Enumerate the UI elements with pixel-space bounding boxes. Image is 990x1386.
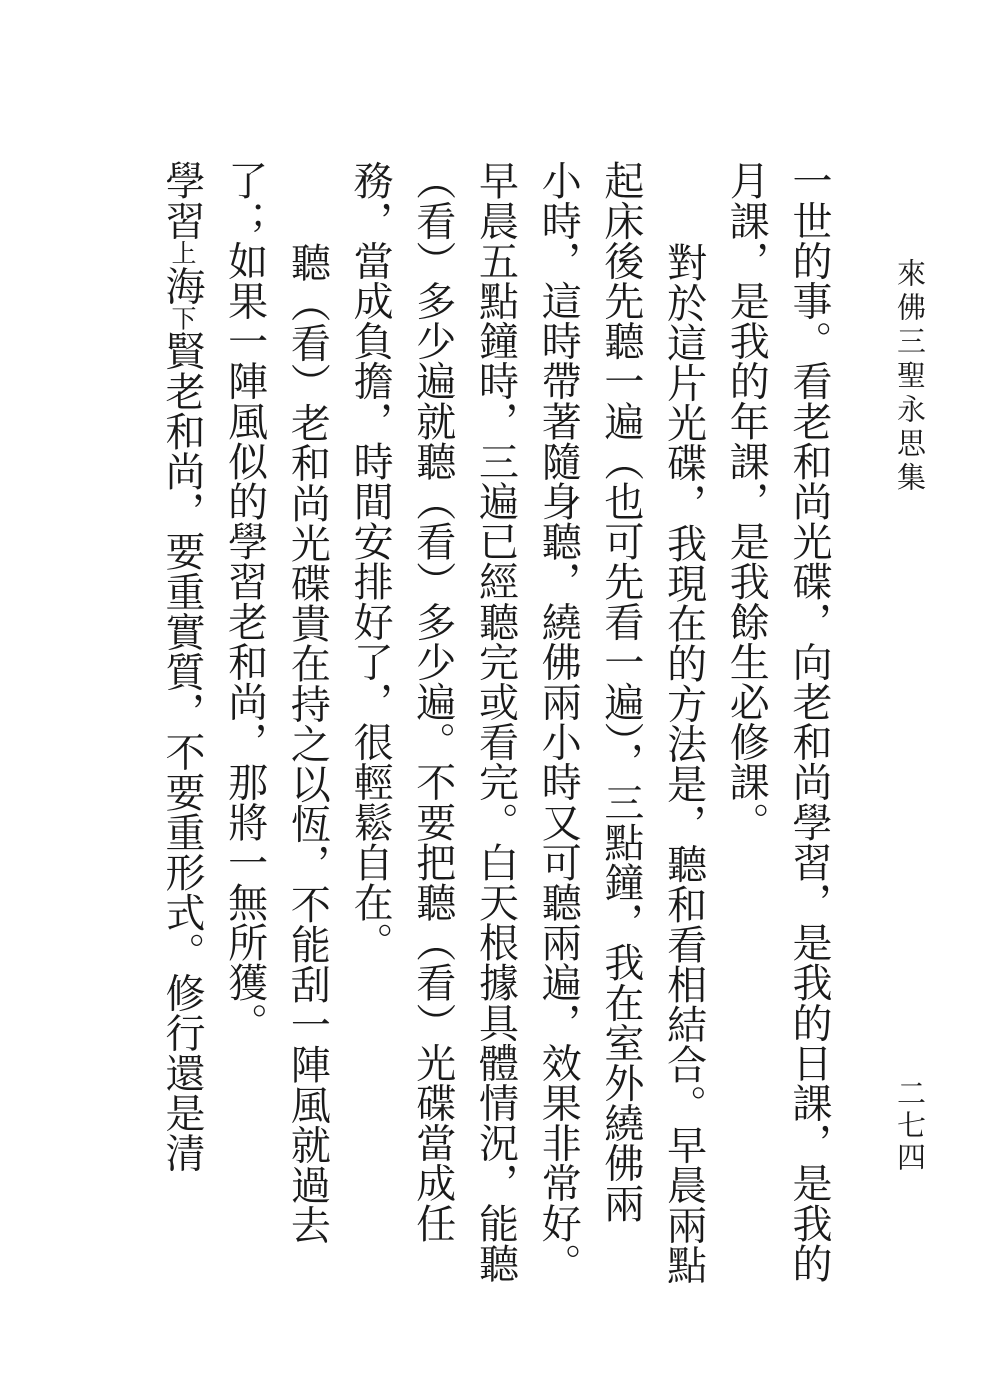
text-column-11-part-3: 賢老和尚，要重實質，不要重形式。修行還是清 <box>158 330 205 1173</box>
text-column-5: 小時，這時帶著隨身聽，繞佛兩小時又可聽兩遍，效果非常好。 <box>535 160 582 1283</box>
text-column-8: 務，當成負擔，時間安排好了，很輕鬆自在。 <box>347 160 394 962</box>
running-header-title: 來佛三聖永思集 <box>893 258 927 496</box>
text-column-3: 對於這片光碟，我現在的方法是，聽和看相結合。早晨兩點 <box>660 242 707 1285</box>
text-column-7: （看）多少遍就聽（看）多少遍。不要把聽（看）光碟當成任 <box>409 160 456 1243</box>
text-column-6: 早晨五點鐘時，三遍已經聽完或看完。白天根據具體情況，能聽 <box>472 160 519 1283</box>
text-column-1: 一世的事。看老和尚光碟，向老和尚學習，是我的日課，是我的 <box>786 160 832 1283</box>
text-column-11 <box>150 160 213 1300</box>
page-number: 二七四 <box>893 1078 927 1174</box>
text-column-10: 了；如果一陣風似的學習老和尚，那將一無所獲。 <box>221 160 268 1043</box>
text-column-4: 起床後先聽一遍（也可先看一遍），三點鐘，我在室外繞佛兩 <box>597 160 644 1223</box>
vertical-body-text <box>150 160 840 1300</box>
honorific-mark-upper: 上 <box>167 240 197 266</box>
text-column-9: 聽（看）老和尚光碟貴在持之以恆，不能刮一陣風就過去 <box>284 242 331 1245</box>
text-column-2: 月課，是我的年課，是我餘生必修課。 <box>723 160 770 842</box>
text-column-11-part-1: 學習 <box>158 160 205 241</box>
text-column-11-part-2: 海 <box>158 265 205 306</box>
honorific-mark-lower: 下 <box>167 305 197 331</box>
